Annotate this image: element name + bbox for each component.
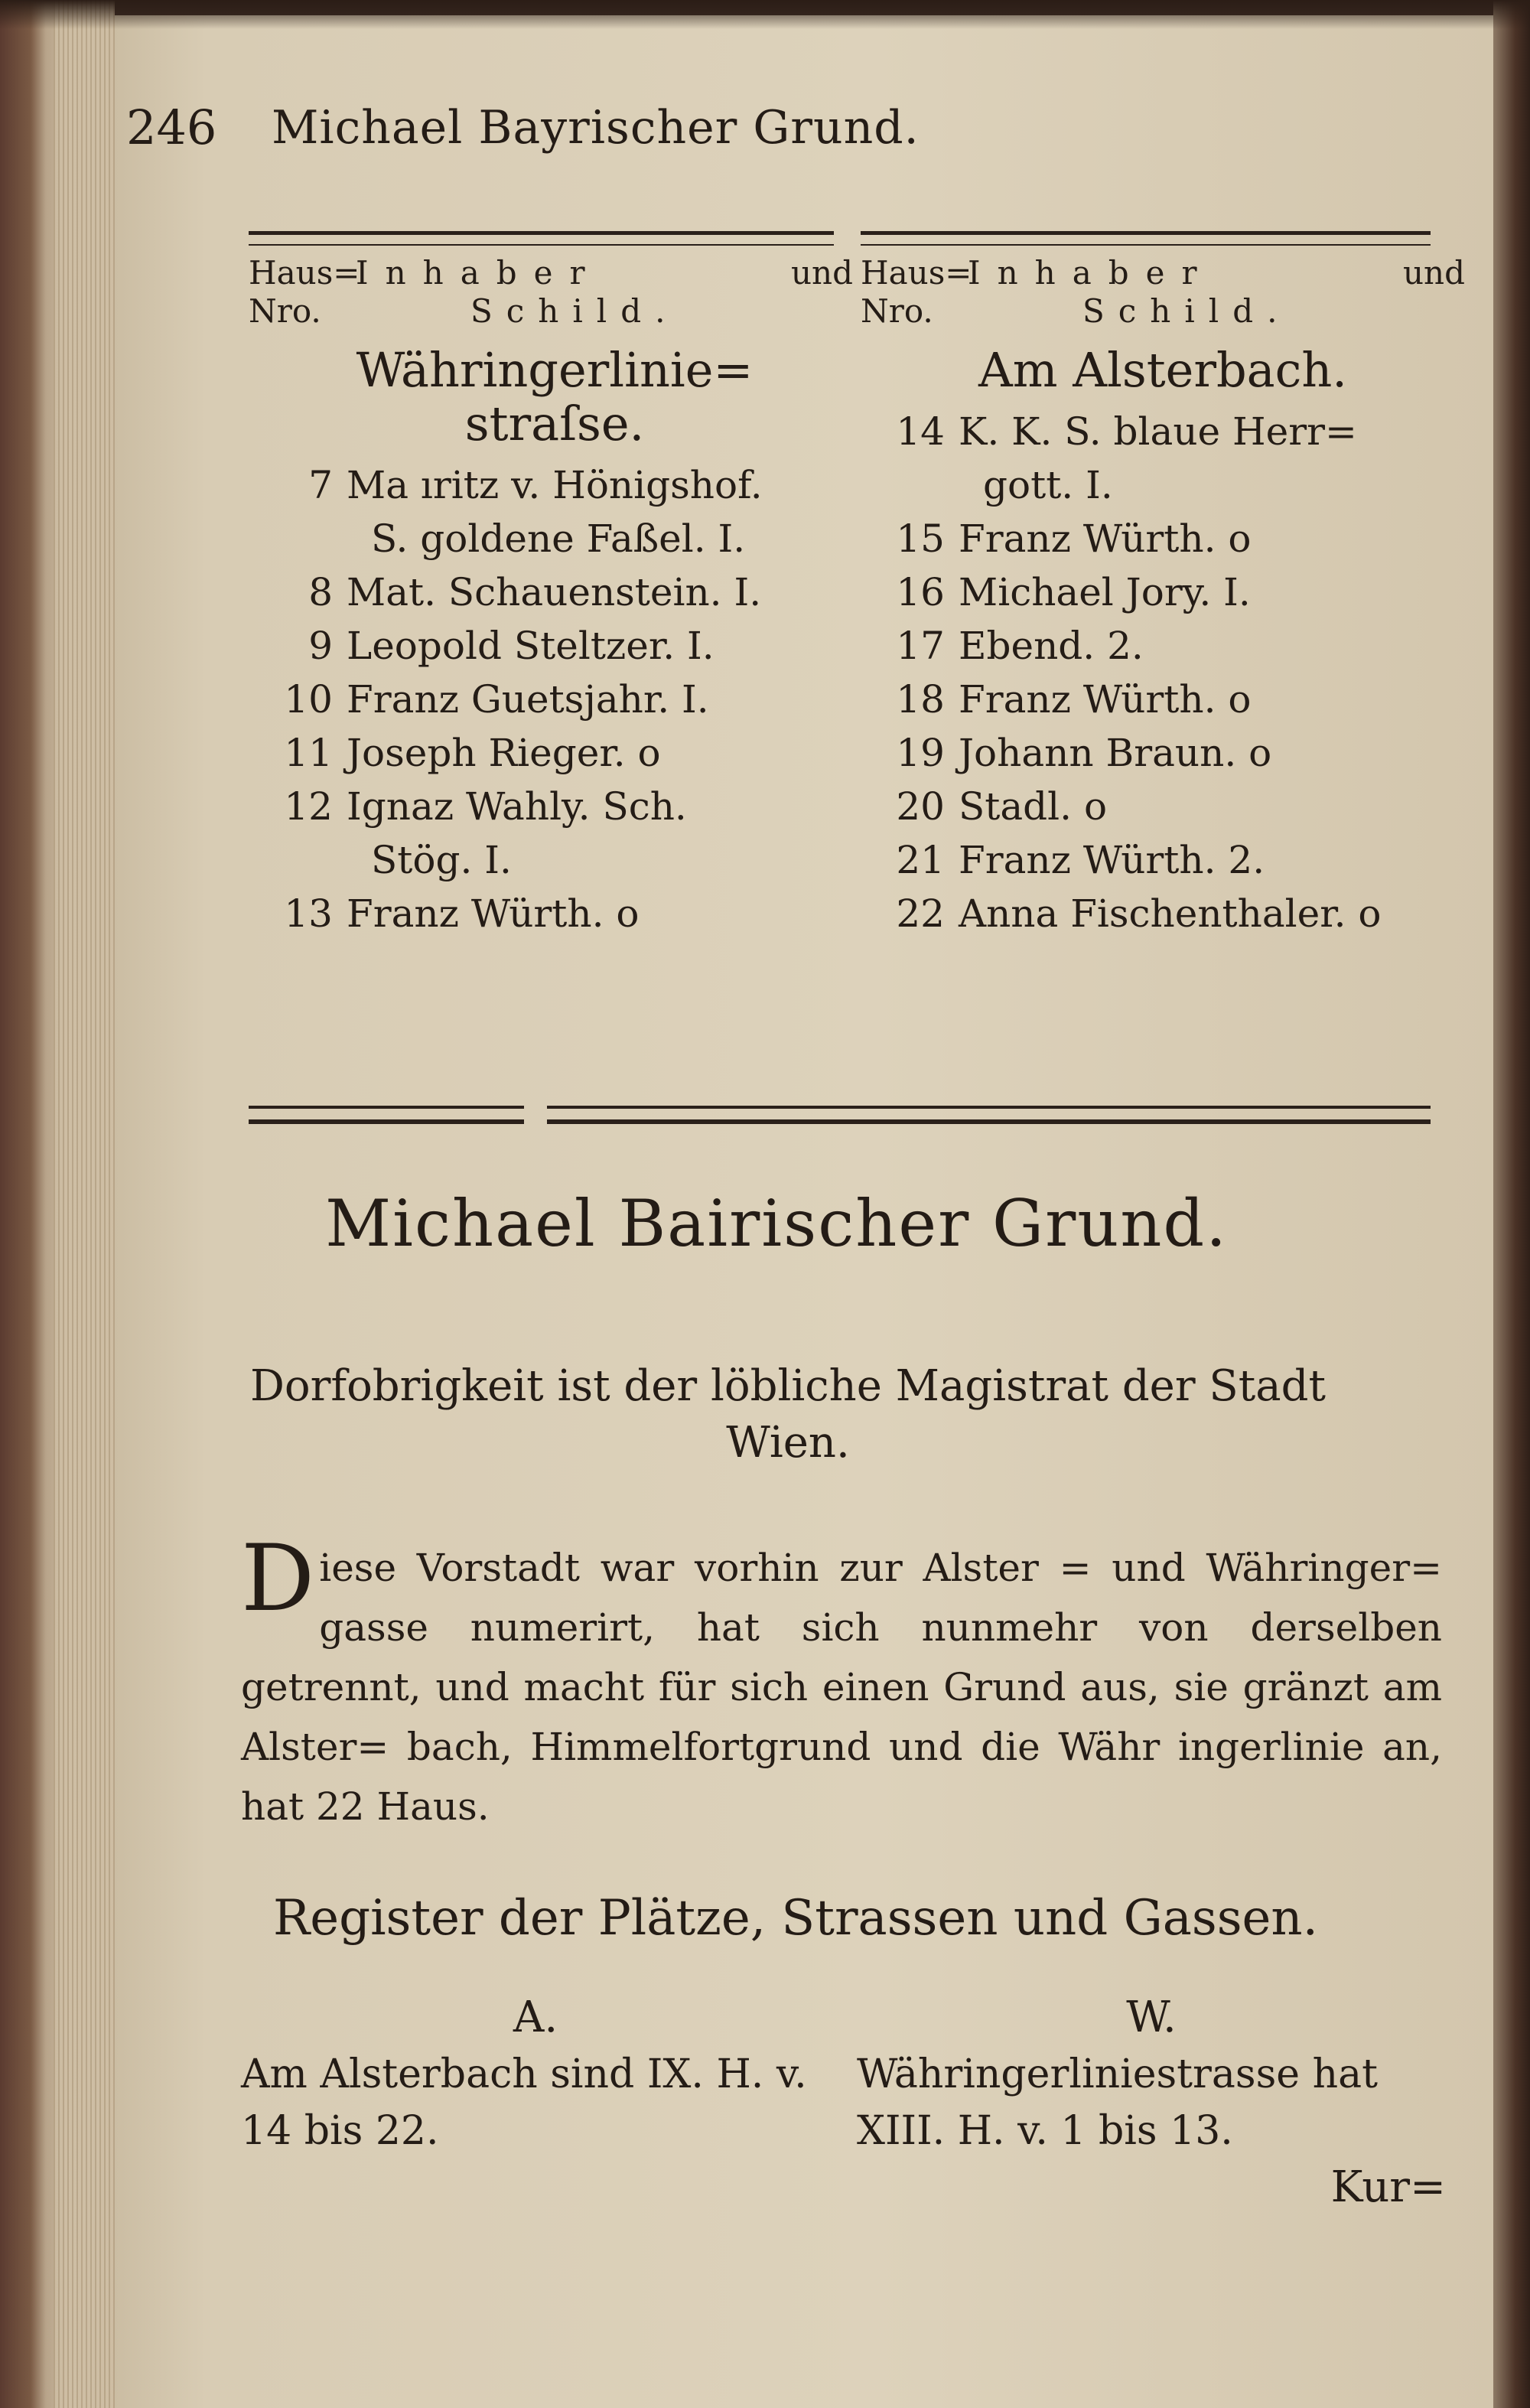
owner-name: Anna Fischenthaler. o	[959, 891, 1382, 936]
schild-label: Schild.	[470, 292, 679, 330]
owner-name: Johann Braun. o	[959, 731, 1272, 775]
house-entry	[861, 673, 1465, 726]
house-number: 11	[284, 731, 333, 775]
header-rule-right	[861, 231, 1431, 246]
owner-name: Franz Würth. 2.	[959, 838, 1265, 882]
house-entry	[861, 565, 1465, 619]
house-number: 17	[896, 624, 945, 668]
house-entry	[249, 726, 853, 780]
register-entry: Währingerliniestrasse hat XIII. H. v. 1 bis 13.	[857, 2051, 1378, 2154]
inhaber-label: Inhaber	[356, 254, 602, 292]
street-heading: Währingerlinie= straſse.	[356, 342, 754, 451]
house-number: 12	[284, 784, 333, 829]
register-col-a	[241, 1989, 830, 2159]
column-header	[861, 254, 1465, 330]
house-number: 20	[896, 784, 945, 829]
catchword: Kur=	[1330, 2162, 1446, 2212]
entry-continuation: gott. I.	[983, 463, 1113, 507]
house-number: 7	[308, 463, 333, 507]
entry-list	[249, 458, 853, 940]
section-rule-left	[249, 1106, 524, 1124]
house-number: 16	[896, 570, 945, 614]
nro-label: Nro.	[861, 292, 933, 330]
section-rule-right	[547, 1106, 1431, 1124]
register-col-w	[857, 1989, 1446, 2216]
house-entry	[249, 673, 853, 726]
owner-name: Mat. Schauenstein. I.	[347, 570, 762, 614]
house-number: 8	[308, 570, 333, 614]
house-number: 15	[896, 516, 945, 561]
owner-name: Franz Würth. o	[347, 891, 640, 936]
owner-name: Michael Jory. I.	[959, 570, 1251, 614]
book-edge-left	[0, 0, 115, 2408]
und-label: und	[1403, 254, 1465, 292]
house-number: 19	[896, 731, 945, 775]
section-title: Michael Bairischer Grund.	[325, 1186, 1228, 1261]
house-number: 9	[308, 624, 333, 668]
house-entry	[861, 887, 1465, 940]
house-entry	[861, 512, 1465, 565]
register-letter: W.	[1126, 1993, 1177, 2042]
register-entry: Am Alsterbach sind IX. H. v. 14 bis 22.	[241, 2051, 807, 2154]
nro-label: Nro.	[249, 292, 321, 330]
running-title: Michael Bayrischer Grund.	[272, 101, 920, 155]
house-number: 10	[284, 677, 333, 722]
paragraph-text: iese Vorstadt war vorhin zur Alster = und Währinger= gasse numerirt, hat sich nunmehr von derselben getrennt, und macht für sich einen Grund aus, sie gränzt am Alster= bach, Himmelfortgrund und die Währ ingerlinie an, hat 22 Haus.	[241, 1546, 1442, 1829]
house-entry	[249, 780, 853, 833]
house-entry	[861, 726, 1465, 780]
owner-name: K. K. S. blaue Herr=	[959, 409, 1357, 454]
owner-name: Franz Würth. o	[959, 516, 1252, 561]
und-label: und	[791, 254, 853, 292]
right-column	[861, 256, 1465, 940]
haus-label: Haus=	[249, 254, 360, 292]
owner-name: Ebend. 2.	[959, 624, 1144, 668]
register-title: Register der Plätze, Strassen und Gassen.	[273, 1890, 1318, 1947]
house-entry	[249, 619, 853, 673]
description-paragraph	[241, 1526, 1442, 1836]
house-entry	[249, 458, 853, 512]
house-number: 18	[896, 677, 945, 722]
house-entry	[249, 565, 853, 619]
page-header	[126, 99, 1350, 184]
authority-line: Dorfobrigkeit ist der löbliche Magistrat der Stadt Wien.	[249, 1361, 1326, 1468]
house-entry	[861, 619, 1465, 673]
house-number: 22	[896, 891, 945, 936]
street-heading: Am Alsterbach.	[978, 342, 1347, 398]
house-entry	[861, 405, 1465, 458]
top-shadow	[0, 0, 1530, 29]
entry-continuation: S. goldene Faßel. I.	[371, 516, 746, 561]
entry-continuation: Stög. I.	[371, 838, 512, 882]
house-number: 21	[896, 838, 945, 882]
column-header	[249, 254, 853, 330]
left-column	[249, 256, 853, 940]
page-number: 246	[126, 99, 217, 155]
haus-label: Haus=	[861, 254, 972, 292]
owner-name: Ignaz Wahly. Sch.	[347, 784, 687, 829]
owner-name: Franz Guetsjahr. I.	[347, 677, 709, 722]
drop-cap: D	[241, 1526, 315, 1632]
owner-name: Ma ıritz v. Hönigshof.	[347, 463, 763, 507]
entry-list	[861, 405, 1465, 940]
house-entry	[249, 887, 853, 940]
owner-name: Stadl. o	[959, 784, 1108, 829]
header-rule-left	[249, 231, 834, 246]
owner-name: Leopold Steltzer. I.	[347, 624, 715, 668]
page-edges	[54, 0, 115, 2408]
house-entry	[861, 780, 1465, 833]
schild-label: Schild.	[1082, 292, 1291, 330]
book-edge-right	[1493, 0, 1530, 2408]
register-letter: A.	[513, 1993, 558, 2042]
inhaber-label: Inhaber	[968, 254, 1214, 292]
house-number: 13	[284, 891, 333, 936]
owner-name: Franz Würth. o	[959, 677, 1252, 722]
house-number: 14	[896, 409, 945, 454]
house-entry	[861, 833, 1465, 887]
owner-name: Joseph Rieger. o	[347, 731, 661, 775]
